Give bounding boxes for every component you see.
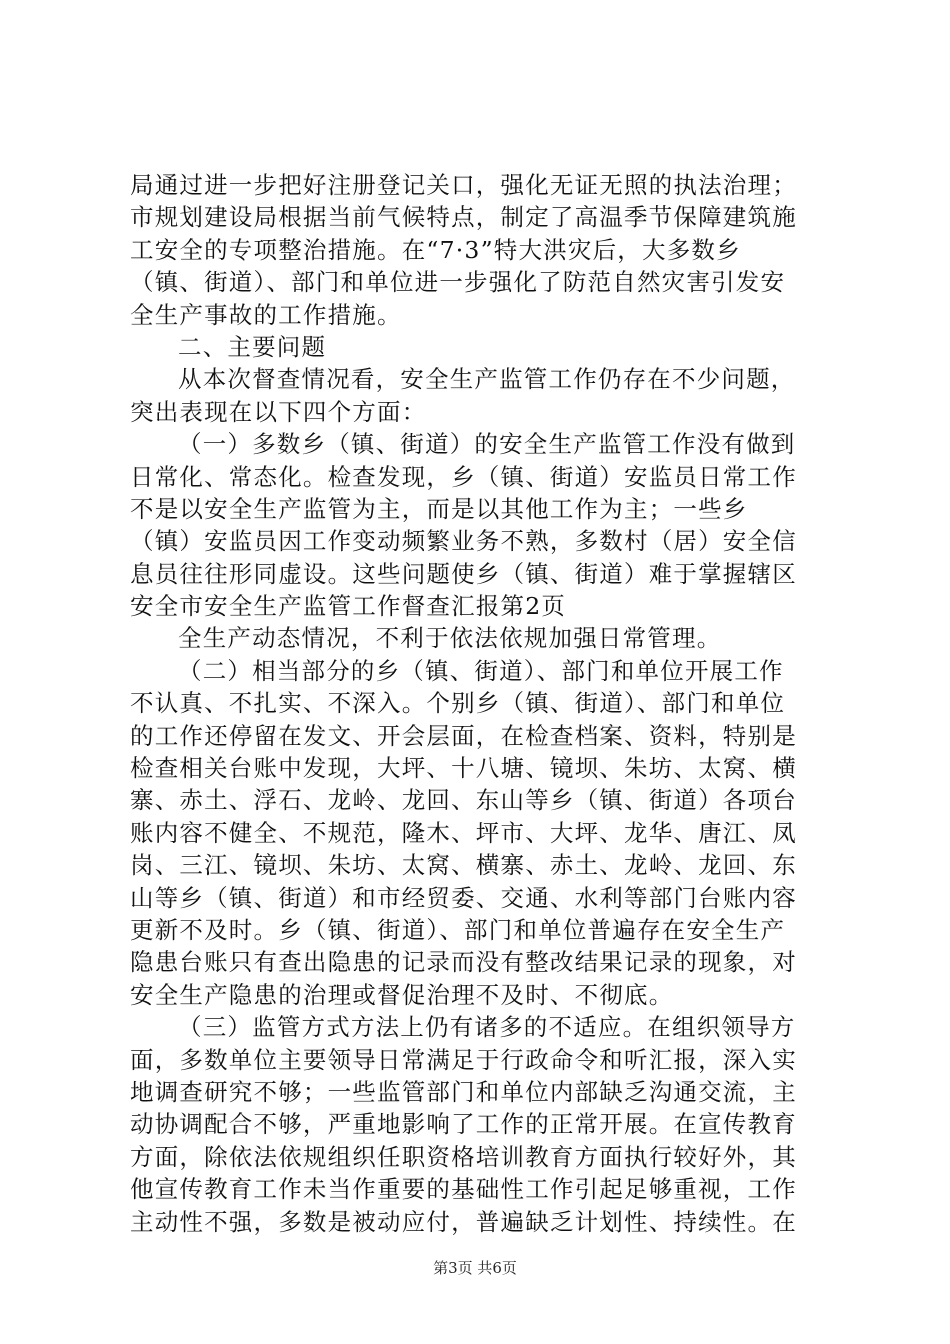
text-line: 全生产事故的工作措施。: [130, 300, 402, 329]
body-text: [130, 169, 830, 1238]
text-line: 二、主要问题: [178, 332, 327, 361]
text-line: 寨、赤土、浮石、龙岭、龙回、东山等乡（镇、街道）各项台: [130, 786, 797, 815]
text-line: （一）多数乡（镇、街道）的安全生产监管工作没有做到: [178, 430, 796, 459]
page-footer: 第3页 共6页: [433, 1259, 517, 1277]
text-line: （镇）安监员因工作变动频繁业务不熟，多数村（居）安全信: [130, 527, 797, 556]
text-line: （镇、街道）、部门和单位进一步强化了防范自然灾害引发安: [130, 268, 786, 297]
text-line: 检查相关台账中发现，大坪、十八塘、镜坝、朱坊、太窝、横: [130, 754, 797, 783]
text-line: 突出表现在以下四个方面：: [130, 397, 427, 426]
text-line: 不是以安全生产监管为主，而是以其他工作为主；一些乡: [130, 494, 748, 523]
text-line: 从本次督查情况看，安全生产监管工作仍存在不少问题，: [178, 365, 796, 394]
text-line: 动协调配合不够，严重地影响了工作的正常开展。在宣传教育: [130, 1110, 797, 1139]
text-line: （三）监管方式方法上仍有诸多的不适应。在组织领导方: [178, 1013, 796, 1042]
text-line: 方面，除依法依规组织任职资格培训教育方面执行较好外，其: [130, 1142, 797, 1171]
text-line: 安全市安全生产监管工作督查汇报第2页: [130, 592, 567, 621]
text-line: 市规划建设局根据当前气候特点，制定了高温季节保障建筑施: [130, 203, 797, 232]
text-line: 局通过进一步把好注册登记关口，强化无证无照的执法治理；: [130, 171, 797, 199]
text-line: 不认真、不扎实、不深入。个别乡（镇、街道）、部门和单位: [130, 689, 786, 718]
text-line: 岗、三江、镜坝、朱坊、太窝、横寨、赤土、龙岭、龙回、东: [130, 851, 797, 880]
text-line: 他宣传教育工作未当作重要的基础性工作引起足够重视，工作: [130, 1175, 797, 1204]
text-line: 的工作还停留在发文、开会层面，在检查档案、资料，特别是: [130, 721, 797, 750]
text-line: 日常化、常态化。检查发现，乡（镇、街道）安监员日常工作: [130, 462, 797, 491]
text-line: 工安全的专项整治措施。在“7·3”特大洪灾后，大多数乡: [130, 235, 741, 264]
text-line: 面，多数单位主要领导日常满足于行政命令和听汇报，深入实: [130, 1045, 797, 1074]
text-line: 更新不及时。乡（镇、街道）、部门和单位普遍存在安全生产: [130, 915, 786, 944]
text-line: 隐患台账只有查出隐患的记录而没有整改结果记录的现象，对: [130, 948, 797, 977]
text-line: 主动性不强，多数是被动应付，普遍缺乏计划性、持续性。在: [130, 1207, 797, 1236]
text-line: 安全生产隐患的治理或督促治理不及时、不彻底。: [130, 980, 674, 1009]
text-line: 地调查研究不够；一些监管部门和单位内部缺乏沟通交流，主: [130, 1077, 797, 1106]
text-line: 账内容不健全、不规范，隆木、坪市、大坪、龙华、唐江、凤: [130, 818, 797, 847]
text-line: 全生产动态情况，不利于依法依规加强日常管理。: [178, 624, 722, 653]
text-line: 山等乡（镇、街道）和市经贸委、交通、水利等部门台账内容: [130, 883, 797, 912]
text-line: （二）相当部分的乡（镇、街道）、部门和单位开展工作: [178, 656, 784, 685]
text-line: 息员往往形同虚设。这些问题使乡（镇、街道）难于掌握辖区: [130, 559, 797, 588]
